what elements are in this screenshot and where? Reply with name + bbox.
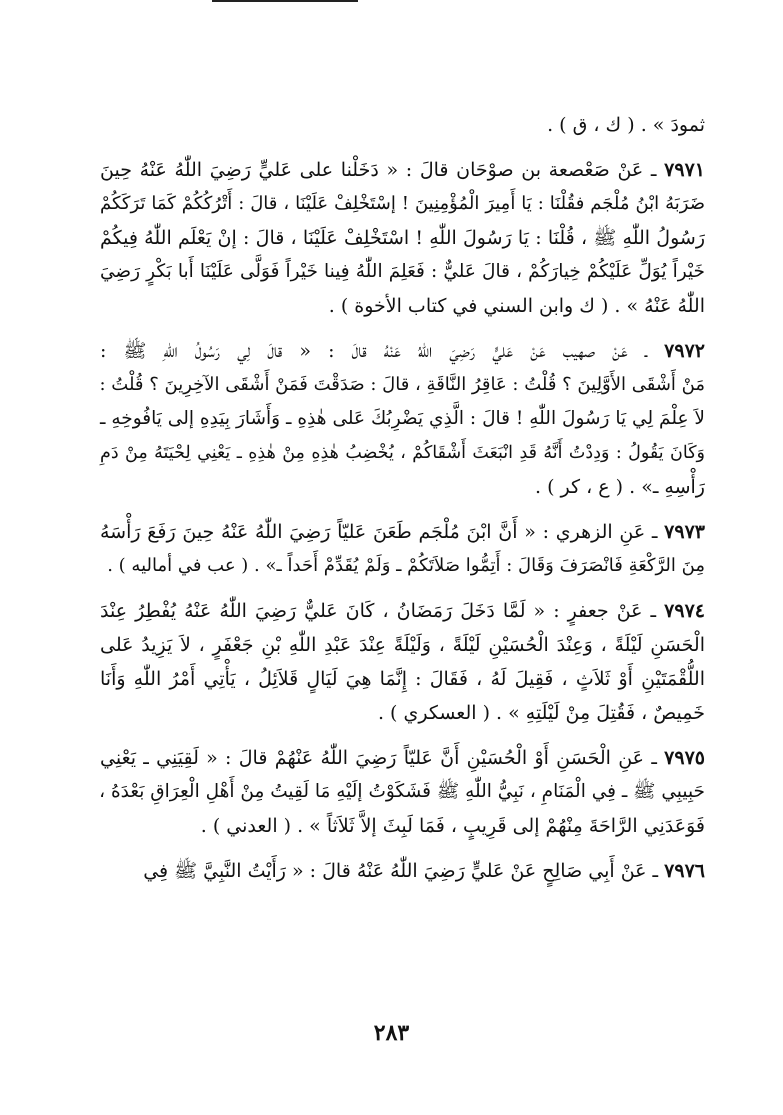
line-text: عَنِ الْحَسَنِ أَوْ الْحُسَيْنِ أَنَّ عَليّاً رَضِيَ اللّٰهُ عَنْهُمْ قالَ : « لَقِيَنِي ـ يَعْنِي (100, 747, 645, 769)
line-text: عَنْ صَعْصعة بن صوْحَان قالَ : « دَخَلْنا على عَليٍّ رَضِيَ اللّٰهُ عَنْهُ حِينَ (100, 159, 644, 181)
hadith-paragraph (100, 153, 705, 323)
text-line (100, 741, 705, 775)
hadith-number: ٧٩٧٢ (664, 340, 705, 362)
lead-paragraph (100, 108, 705, 142)
line-text: فَوَعَدَنِي الرَّاحَةَ مِنْهُمْ إلى قَرِيبٍ ، فَمَا لَبِثَ إلاَّ ثَلاَثاً » . ( العدني ) . (200, 815, 705, 837)
number-dash: ـ (642, 600, 665, 622)
line-text: حَبِيبِي ﷺ ـ فِي الْمَنَامِ ، نَبِيُّ اللّٰهِ ﷺ فَشَكَوْتُ إلَيْهِ مَا لَقِيتُ مِنْ أَهْلِ الْعِرَاقِ بَعْدَهُ ، (99, 781, 705, 802)
text-line (100, 368, 705, 402)
line-text: وَكَانَ يَقُولُ : وَدِدْتُ أَنَّهُ قَدِ انْبَعَثَ أَشْقَاكُمْ ، يُخْضِبُ هٰذِهِ مِنْ هٰذِهِ ـ يَعْنِي لِحْيَتَهُ مِنْ دَمِ (100, 443, 705, 463)
number-dash: ـ (627, 340, 665, 362)
text-line (100, 436, 705, 470)
hadith-paragraph (100, 515, 705, 583)
text-line (100, 334, 705, 368)
hadith-number: ٧٩٧١ (664, 159, 705, 181)
line-text: خَمِيصٌ ، فَقُتِلَ مِنْ لَيْلَتِهِ » . ( العسكري ) . (377, 702, 705, 724)
number-dash: ـ (644, 747, 665, 769)
hadith-paragraph (100, 741, 705, 843)
hadith-number: ٧٩٧٥ (664, 747, 705, 769)
line-text: ضَرَبَهُ ابْنُ مُلْجَم فقُلْنَا : يَا أَمِيرَ الْمُؤْمِنِينَ ! إسْتَخْلِفْ عَلَيْنَا ، قالَ : أَتْرُكُكُمْ كَمَا تَرَكَكُمْ (100, 193, 705, 214)
hadith-list (100, 153, 705, 888)
text-line (100, 470, 705, 504)
lead-line: ثمودَ » . ( ك ، ق ) . (547, 114, 705, 136)
number-dash: ـ (645, 521, 665, 543)
text-line (100, 255, 705, 289)
text-line (100, 289, 705, 323)
number-dash: ـ (646, 860, 665, 882)
line-text: مِنَ الرَّكْعَةِ فَانْصَرَفَ وَقَالَ : أَتِمُّوا صَلاَتَكُمْ ـ وَلَمْ يُقَدِّمْ أَحَداً ـ» . ( عب في أماليه ) . (107, 555, 705, 576)
text-line (100, 809, 705, 843)
top-rule (212, 0, 358, 2)
line-text: مَنْ أَشْقَى الأَوَّلِينَ ؟ قُلْتُ : عَاقِرُ النَّاقَةِ ، قالَ : صَدَقْتَ فَمَنْ أَشْقَى الآخِرِينَ ؟ قُلْتُ : (99, 374, 705, 395)
text-line (100, 854, 705, 888)
text-line (100, 187, 705, 221)
line-text: عَنْ جعفرٍ : « لَمَّا دَخَلَ رَمَضَانُ ، كَانَ عَليٌّ رَضِيَ اللّٰهُ عَنْهُ يُفْطِرُ عِنْدَ (100, 600, 643, 622)
page-text (100, 108, 705, 899)
text-line (100, 402, 705, 436)
line-text: اللّٰهُ عَنْهُ » . ( ك وابن السني في كتاب الأخوة ) . (328, 295, 705, 317)
line-text: خَيْراً يُوَلِّ عَلَيْكُمْ خِيارَكُمْ ، قالَ عَليٌّ : فَعَلِمَ اللّٰهُ فِينا خَيْراً فَوَلَّى عَلَيْنَا أَبا بَكْرٍ رَضِيَ (100, 261, 705, 282)
text-line (100, 221, 705, 255)
line-text: عَنِ الزهري : « أَنَّ ابْنَ مُلْجَم طَعَنَ عَليّاً رَضِيَ اللّٰهُ عَنْهُ حِينَ رَفَعَ رَأْسَهُ (100, 521, 646, 543)
page-number: ٢٨٣ (373, 1020, 410, 1046)
hadith-number: ٧٩٧٣ (664, 521, 705, 543)
line-text: الْحَسَنِ لَيْلَةً ، وَعِنْدَ الْحُسَيْنِ لَيْلَةً ، وَلَيْلَةً عِنْدَ عَبْدِ اللّٰهِ بْنِ جَعْفَرٍ ، لاَ يَزِيدُ عَلى (100, 634, 705, 656)
line-text: رَسُولُ اللّٰهِ ﷺ ، قُلْنَا : يَا رَسُولَ اللّٰهِ ! اسْتَخْلِفْ عَلَيْنَا ، قالَ : إنْ يَعْلَم اللّٰهُ فِيكُمْ (100, 227, 705, 249)
hadith-number: ٧٩٧٦ (664, 860, 705, 882)
hadith-number: ٧٩٧٤ (664, 600, 705, 622)
text-line (100, 775, 705, 809)
text-line (100, 594, 705, 628)
number-dash: ـ (643, 159, 665, 181)
text-line (100, 662, 705, 696)
hadith-paragraph (100, 854, 705, 888)
line-text: عَنْ أَبِي صَالِحٍ عَنْ عَليٍّ رَضِيَ اللّٰهُ عَنْهُ قالَ : « رَأَيْتُ النَّبِيَّ ﷺ فِي (143, 860, 647, 882)
line-text: لاَ عِلْمَ لِي يَا رَسُولَ اللّٰهِ ! قالَ : الَّذِي يَضْرِبُكَ عَلى هٰذِهِ ـ وَأَشَارَ بِيَدِهِ إلى يَافُوخِهِ ـ (100, 408, 705, 429)
line-text: عَنْ صهيب عَنْ عَليٍّ رَضِيَ اللّٰهُ عَنْهُ قالَ : « قالَ لِي رَسُولُ اللّٰهِ ﷺ : (100, 340, 628, 362)
text-line (100, 628, 705, 662)
text-line (100, 696, 705, 730)
line-text: اللُّقْمَتَيْنِ أَوْ ثَلاَثٍ ، فَقِيلَ لَهُ ، فَقَالَ : إِنَّمَا هِيَ لَيَالٍ قَلاَئِلُ ، يَأْتِي أَمْرُ اللّٰهِ وَأَنَا (100, 668, 705, 690)
hadith-paragraph (100, 334, 705, 504)
text-line (100, 549, 705, 583)
text-line (100, 515, 705, 549)
line-text: رَأْسِهِ ـ» . ( ع ، كر ) . (535, 476, 705, 498)
text-line (100, 153, 705, 187)
hadith-paragraph (100, 594, 705, 730)
